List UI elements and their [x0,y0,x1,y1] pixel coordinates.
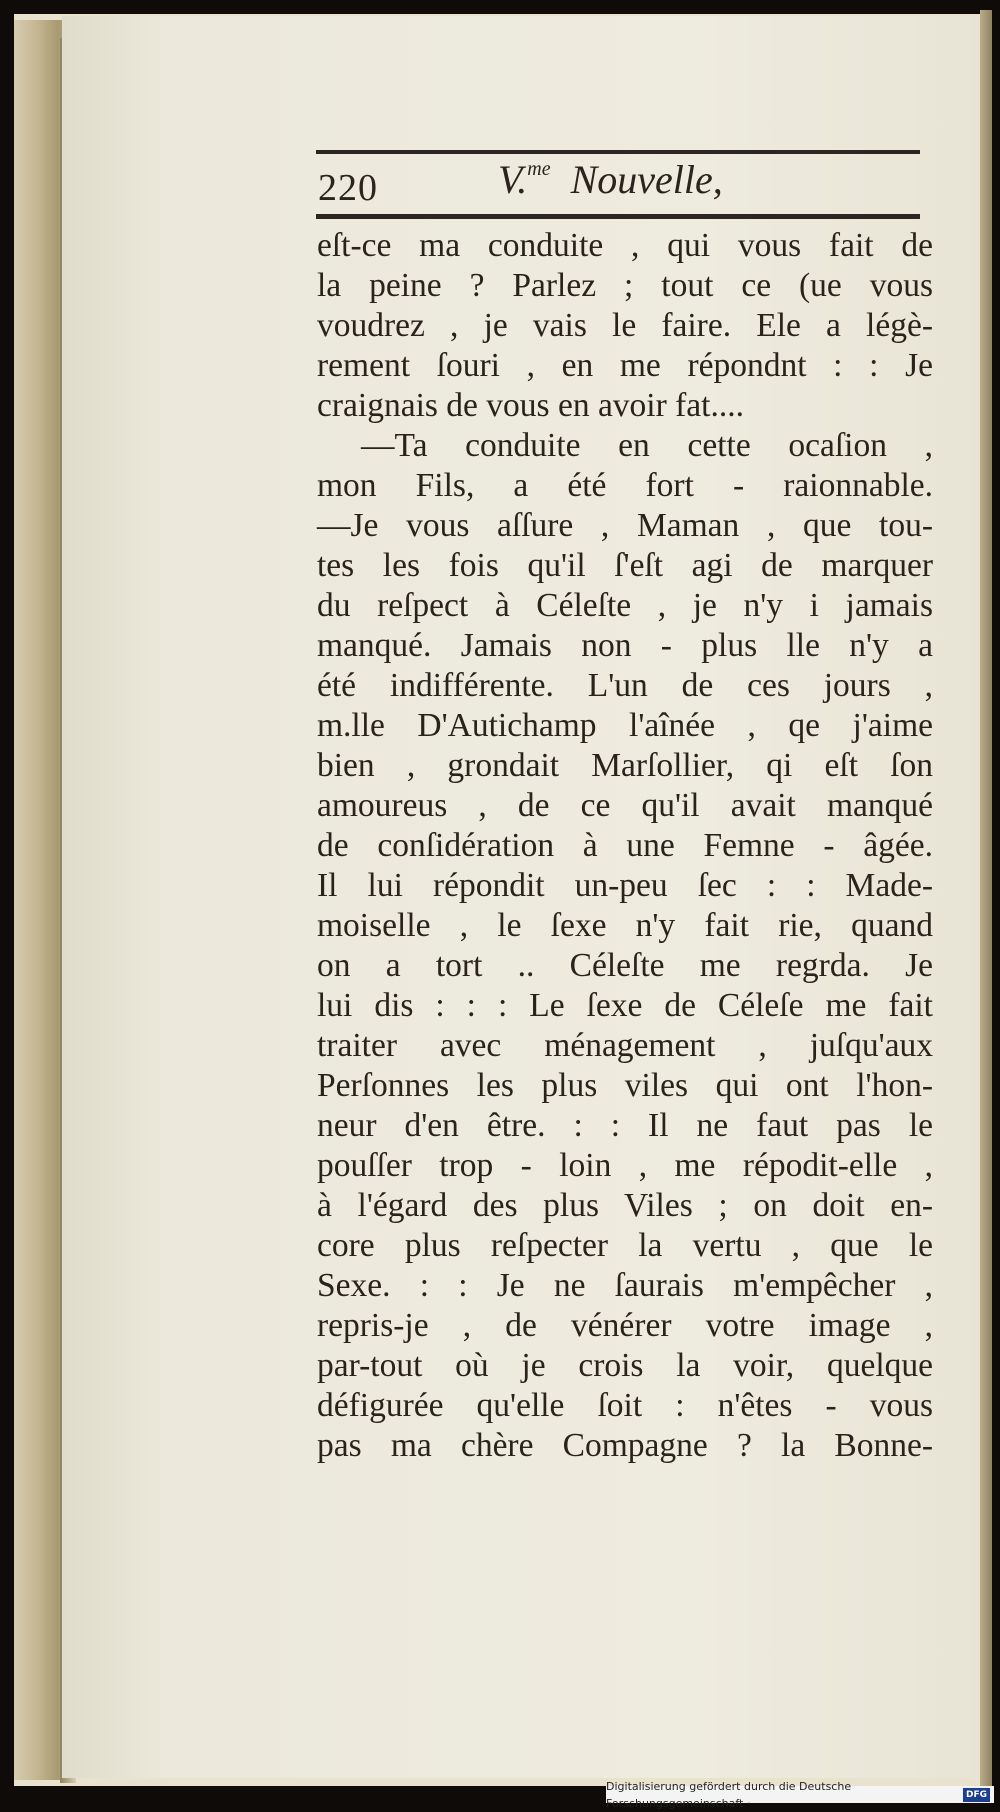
text-line: tes les fois qu'il ſ'eſt agi de marquer [317,547,933,584]
text-line: Perſonnes les plus viles qui ont l'hon- [317,1067,933,1104]
text-line: défigurée qu'elle ſoit : n'êtes - vous [317,1387,933,1424]
running-title [498,156,723,203]
text-line: voudrez , je vais le faire. Ele a légè- [317,307,933,344]
text-line: core plus reſpecter la vertu , que le [317,1227,933,1264]
text-line: m.lle D'Autichamp l'aînée , qe j'aime [317,707,933,744]
text-line: eſt-ce ma conduite , qui vous fait de [317,227,933,264]
body-text [317,226,933,1466]
text-line: on a tort .. Céleſte me regrda. Je [317,947,933,984]
text-line: été indifférente. L'un de ces jours , [317,667,933,704]
header-rule-bottom [316,214,920,219]
text-line: pas ma chère Compagne ? la Bonne- [317,1427,933,1464]
title-word: Nouvelle [570,157,713,202]
text-line: bien , grondait Marſollier, qi eſt ſon [317,747,933,784]
text-line: rement ſouri , en me répondnt : : Je [317,347,933,384]
running-header [316,152,920,212]
text-line: —Ta conduite en cette ocaſion , [361,427,933,464]
title-superscript: me [527,158,551,180]
text-line: mon Fils, a été fort - raionnable. [317,467,933,504]
text-line: du reſpect à Céleſte , je n'y i jamais [317,587,933,624]
funding-text: Digitalisierung gefördert durch die Deutsche Forschungsgemeinschaft · [606,1779,852,1810]
text-line: par-tout où je crois la voir, quelque [317,1347,933,1384]
text-line: manqué. Jamais non - plus lle n'y a [317,627,933,664]
text-line: neur d'en être. : : Il ne faut pas le [317,1107,933,1144]
text-line: amoureus , de ce qu'il avait manqué [317,787,933,824]
dfg-logo: DFG [963,1788,990,1802]
text-line: pouſſer trop - loin , me répodit-elle , [317,1147,933,1184]
right-page-edge [980,10,992,1790]
text-line: lui dis : : : Le ſexe de Céleſe me fait [317,987,933,1024]
text-line: craignais de vous en avoir fat.... [317,387,744,424]
text-line: —Je vous aſſure , Maman , que tou- [317,507,933,544]
funding-footer [606,1779,994,1810]
text-line: à l'égard des plus Viles ; on doit en- [317,1187,933,1224]
title-roman: V. [498,157,528,202]
text-line: la peine ? Parlez ; tout ce (ue vous [317,267,933,304]
text-line: moiselle , le ſexe n'y fait rie, quand [317,907,933,944]
text-line: repris-je , de vénérer votre image , [317,1307,933,1344]
text-line: Il lui répondit un-peu ſec : : Made- [317,867,933,904]
text-line: de conſidération à une Femne - âgée. [317,827,933,864]
page-number: 220 [318,167,378,209]
text-line: Sexe. : : Je ne ſaurais m'empêcher , [317,1267,933,1304]
title-punct: , [712,157,723,202]
text-line: traiter avec ménagement , juſqu'aux [317,1027,933,1064]
